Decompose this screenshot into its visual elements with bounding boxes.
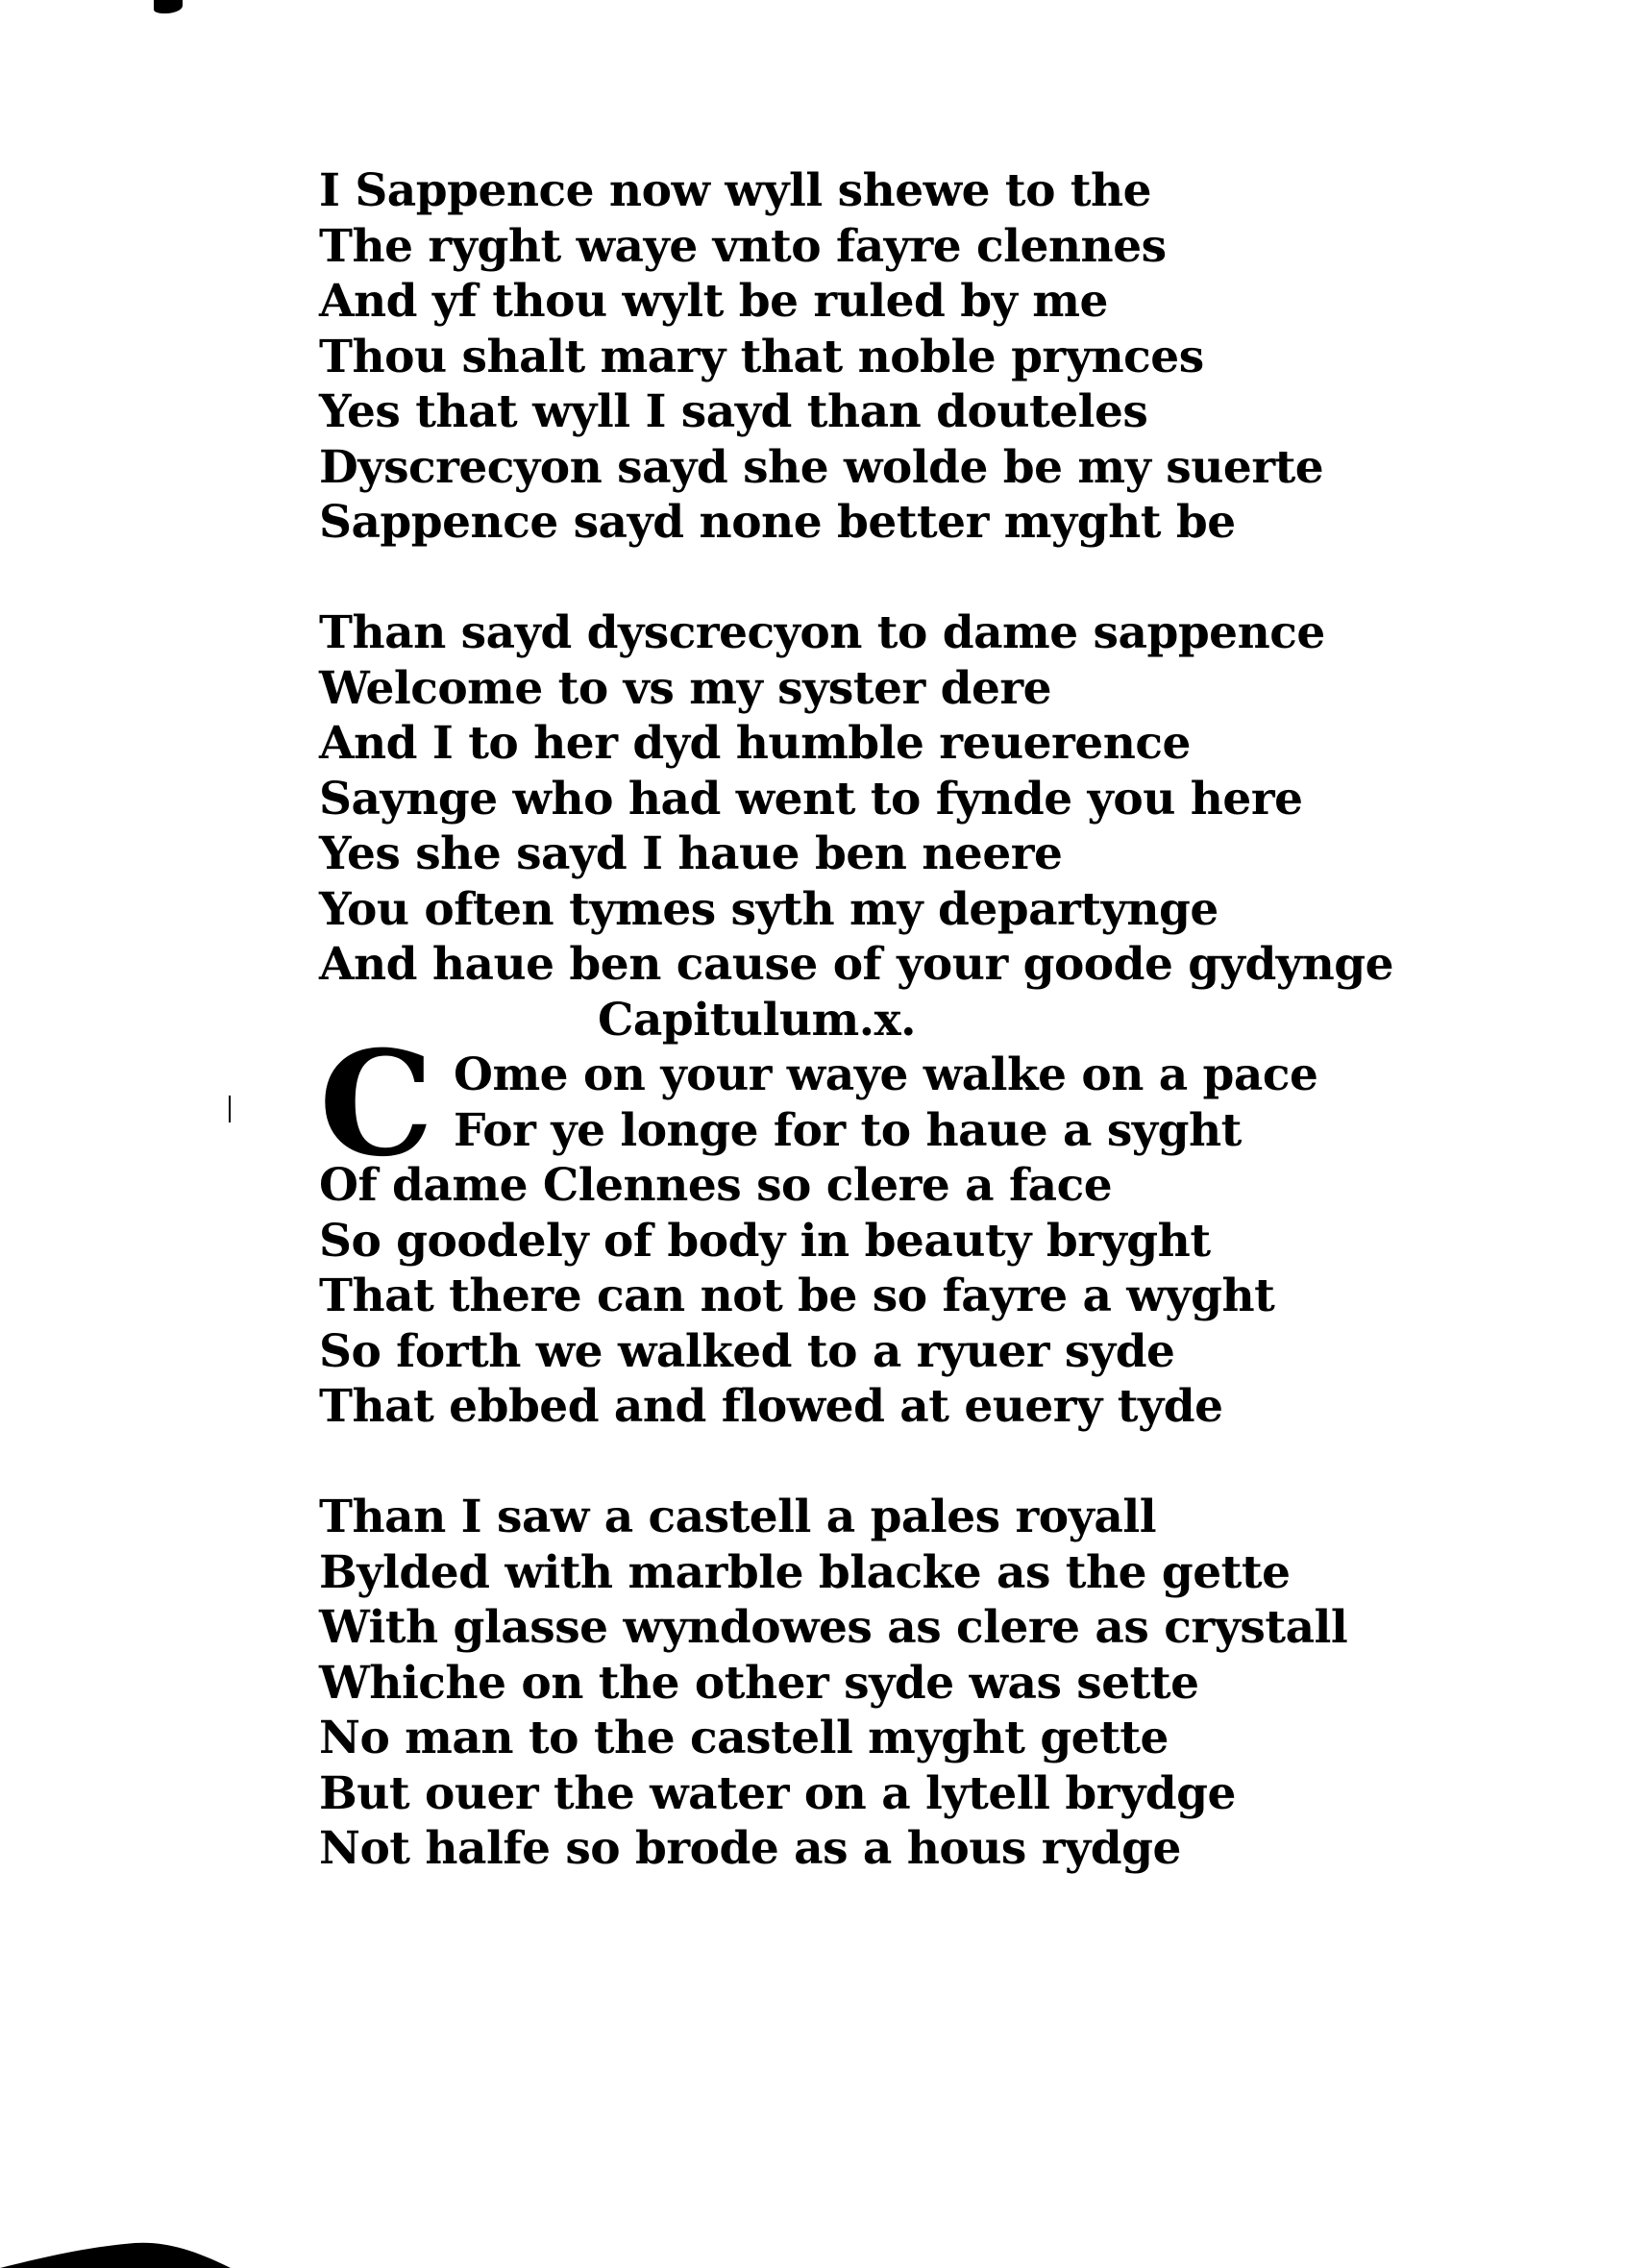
verse-line: And yf thou wylt be ruled by me [319,275,1108,328]
verse-line: Than sayd dyscrecyon to dame sappence [319,606,1325,659]
chapter-heading: Capitulum.x. [598,993,916,1047]
verse-line: I Sappence now wyll shewe to the [319,164,1152,217]
verse-line: You often tymes syth my departynge [319,882,1218,936]
verse-line: Than I saw a castell a pales royall [319,1491,1157,1543]
page-edge-shadow [0,2230,288,2268]
decorated-initial: C [319,1020,433,1189]
verse-line: But ouer the water on a lytell brydge [319,1766,1236,1820]
page-edge-mark [154,0,183,13]
verse-line: Not halfe so brode as a hous rydge [319,1822,1181,1875]
verse-line: Bylded with marble blacke as the gette [319,1545,1291,1599]
stanza-4 [319,1490,1348,1877]
verse-line: And I to her dyd humble reuerence [319,717,1191,770]
verse-line: Sappence sayd none better myght be [319,496,1236,549]
verse-line: Yes that wyll I sayd than douteles [319,385,1148,438]
verse-line: That there can not be so fayre a wyght [319,1270,1275,1322]
verse-line: Ome on your waye walke on a pace [454,1048,1318,1101]
verse-line: Saynge who had went to fynde you here [319,772,1303,826]
stanza-1 [319,163,1324,551]
stanza-2 [319,605,1394,993]
verse-line: Of dame Clennes so clere a face [319,1159,1113,1212]
verse-line: Thou shalt mary that noble prynces [319,330,1204,383]
verse-line: And haue ben cause of your goode gydynge [319,938,1394,991]
margin-mark [229,1096,231,1122]
verse-line: That ebbed and flowed at euery tyde [319,1380,1223,1433]
verse-line: Dyscrecyon sayd she wolde be my suerte [319,440,1324,494]
verse-line: Welcome to vs my syster dere [319,661,1052,715]
verse-line: For ye longe for to haue a syght [454,1103,1242,1157]
verse-line: No man to the castell myght gette [319,1712,1169,1764]
verse-line: So goodely of body in beauty bryght [319,1214,1211,1268]
verse-line: With glasse wyndowes as clere as crystall [319,1601,1348,1654]
verse-line: The ryght waye vnto fayre clennes [319,219,1167,273]
poem-text [319,163,1394,1877]
verse-line: So forth we walked to a ryuer syde [319,1324,1175,1378]
verse-line: Yes she sayd I haue ben neere [319,827,1063,880]
verse-line: Whiche on the other syde was sette [319,1656,1199,1710]
